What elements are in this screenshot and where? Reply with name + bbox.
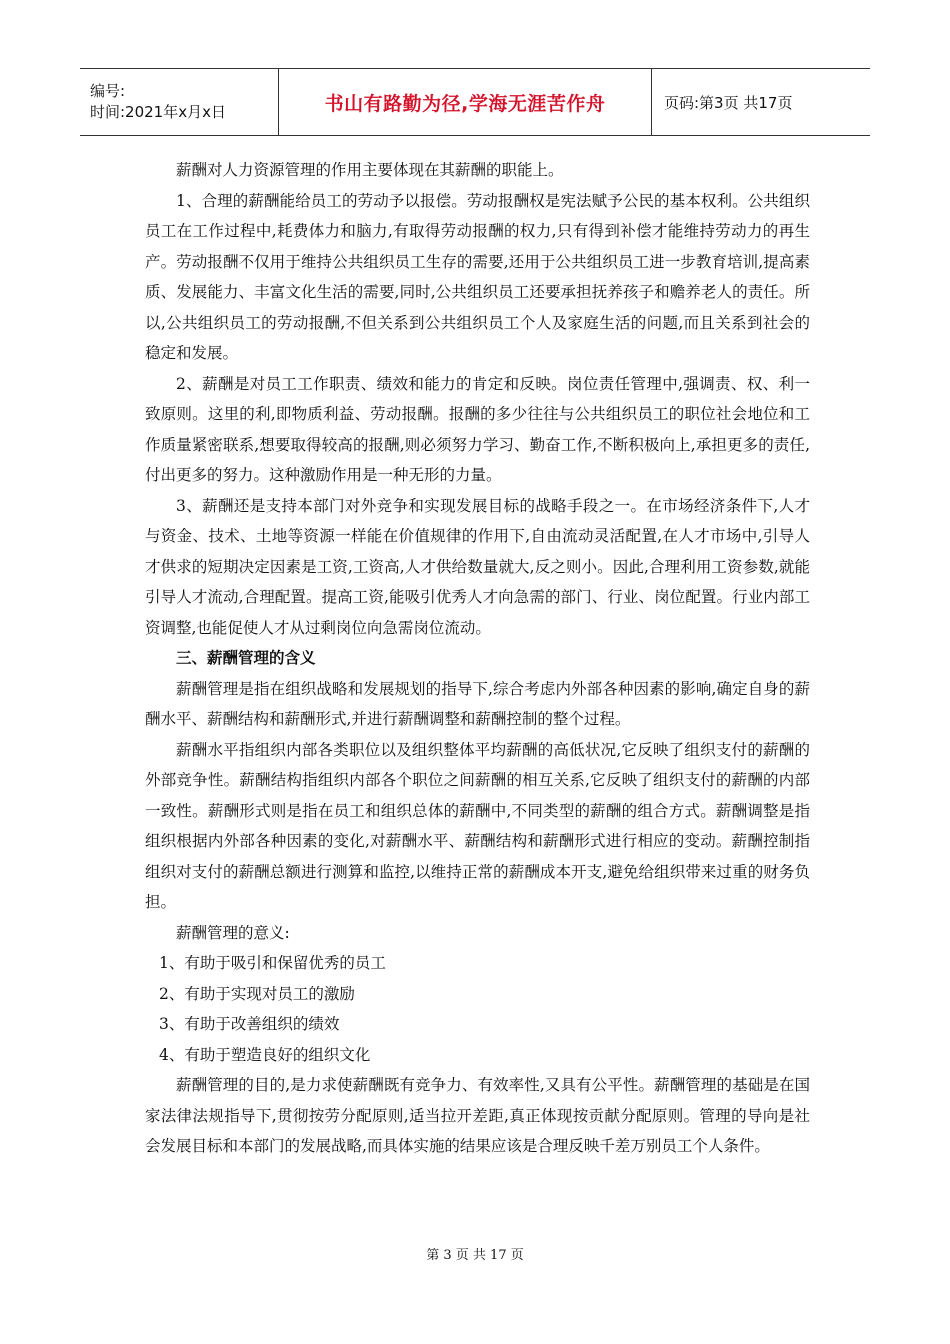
list-item: 1、有助于吸引和保留优秀的员工 (159, 954, 386, 972)
header-meta (80, 69, 279, 135)
paragraph-definition: 薪酬管理是指在组织战略和发展规划的指导下,综合考虑内外部各种因素的影响,确定自身的薪酬水平、薪酬结构和薪酬形式,并进行薪酬调整和薪酬控制的整个过程。 (145, 679, 810, 728)
paragraph-purpose: 薪酬管理的目的,是力求使薪酬既有竞争力、有效率性,又具有公平性。薪酬管理的基础是在国家法律法规指导下,贯彻按劳分配原则,适当拉开差距,真正体现按贡献分配原则。管理的导向是社会发展目标和本部门的发展战略,而具体实施的结果应该是合理反映千差万别员工个人条件。 (145, 1076, 810, 1155)
section-heading: 三、薪酬管理的含义 (176, 649, 316, 667)
document-body (145, 155, 810, 1162)
paragraph-function-1: 1、合理的薪酬能给员工的劳动予以报偿。劳动报酬权是宪法赋予公民的基本权利。公共组织员工在工作过程中,耗费体力和脑力,有取得劳动报酬的权力,只有得到补偿才能维持劳动力的再生产。劳动报酬不仅用于维持公共组织员工生存的需要,还用于公共组织员工进一步教育培训,提高素质、发展能力、丰富文化生活的需要,同时,公共组织员工还要承担抚养孩子和赡养老人的责任。所以,公共组织员工的劳动报酬,不但关系到公共组织员工个人及家庭生活的问题,而且关系到社会的稳定和发展。 (145, 191, 810, 362)
page-footer: 第 3 页 共 17 页 (426, 1248, 524, 1263)
paragraph-function-2: 2、薪酬是对员工工作职责、绩效和能力的肯定和反映。岗位责任管理中,强调责、权、利一致原则。这里的利,即物质利益、劳动报酬。报酬的多少往往与公共组织员工的职位社会地位和工作质量紧密联系,想要取得较高的报酬,则必须努力学习、勤奋工作,不断积极向上,承担更多的责任,付出更多的努力。这种激励作用是一种无形的力量。 (145, 374, 810, 484)
paragraph-significance-title: 薪酬管理的意义: (176, 923, 290, 942)
list-item: 4、有助于塑造良好的组织文化 (159, 1045, 371, 1064)
document-date: 时间:2021年x月x日 (90, 103, 226, 121)
header-page-info: 页码:第3页 共17页 (664, 93, 793, 112)
header-motto-cell (279, 69, 652, 135)
list-item: 3、有助于改善组织的绩效 (159, 1015, 340, 1033)
paragraph-function-3: 3、薪酬还是支持本部门对外竞争和实现发展目标的战略手段之一。在市场经济条件下,人才与资金、技术、土地等资源一样能在价值规律的作用下,自由流动灵活配置,在人才市场中,引导人才供求的短期决定因素是工资,工资高,人才供给数量就大,反之则小。因此,合理利用工资参数,就能引导人才流动,合理配置。提高工资,能吸引优秀人才向急需的部门、行业、岗位配置。行业内部工资调整,也能促使人才从过剩岗位向急需岗位流动。 (145, 496, 810, 637)
header-motto: 书山有路勤为径,学海无涯苦作舟 (324, 92, 606, 115)
paragraph-intro: 薪酬对人力资源管理的作用主要体现在其薪酬的职能上。 (176, 161, 564, 179)
page-header (80, 68, 870, 136)
list-item: 2、有助于实现对员工的激励 (159, 984, 355, 1003)
document-number-label: 编号: (90, 82, 126, 100)
paragraph-components: 薪酬水平指组织内部各类职位以及组织整体平均薪酬的高低状况,它反映了组织支付的薪酬的外部竞争性。薪酬结构指组织内部各个职位之间薪酬的相互关系,它反映了组织支付的薪酬的内部一致性。薪酬形式则是指在员工和组织总体的薪酬中,不同类型的薪酬的组合方式。薪酬调整是指组织根据内外部各种因素的变化,对薪酬水平、薪酬结构和薪酬形式进行相应的变动。薪酬控制指组织对支付的薪酬总额进行测算和监控,以维持正常的薪酬成本开支,避免给组织带来过重的财务负担。 (145, 740, 810, 911)
